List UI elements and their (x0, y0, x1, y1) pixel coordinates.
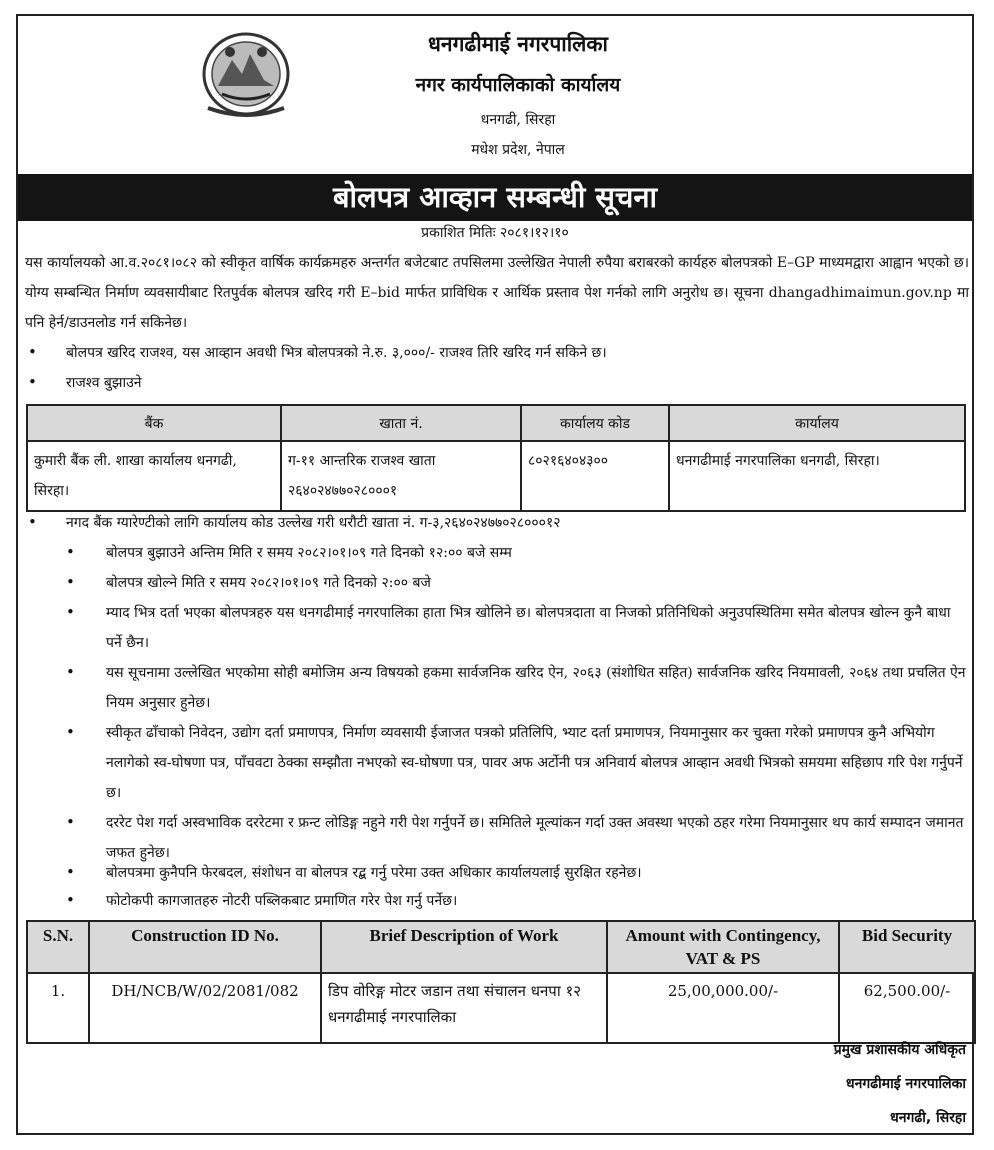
table-header: Amount with Contingency, VAT & PS (607, 921, 839, 973)
intro-paragraph: यस कार्यालयको आ.व.२०८१।०८२ को स्वीकृत वार्षिक कार्यक्रमहरु अन्तर्गत बजेटबाट तपसिलमा उल्लेखित नेपाली रुपैया बराबरको कार्यहरु बोलपत्रको E–GP माध्यमद्वारा आह्वान भएको छ। योग्य सम्बन्धित निर्माण व्यवसायीबाट रितपुर्वक बोलपत्र खरिद गरी E–bid मार्फत प्राविधिक र आर्थिक प्रस्ताव पेश गर्नको लागि अनुरोध छ। सूचना dhangadhimaimun.gov.np मा पनि हेर्न/डाउनलोड गर्न सकिनेछ। (25, 255, 969, 331)
list-item: फोटोकपी कागजातहरु नोटरी पब्लिकबाट प्रमाणित गरेर पेश गर्नु पर्नेछ। (106, 893, 458, 909)
table-header: Brief Description of Work (321, 921, 607, 973)
signatory-address: धनगढी, सिरहा (890, 1110, 966, 1126)
address-line-2: मधेश प्रदेश, नेपाल (471, 142, 565, 158)
bullet-icon: • (66, 723, 75, 741)
bullet-icon: • (66, 573, 75, 591)
table-row (27, 973, 975, 1043)
revenue-bullet: राजश्व बुझाउने (66, 375, 142, 391)
table-header: S.N. (27, 921, 89, 973)
table-header: बैंक (27, 405, 281, 441)
notice-frame (16, 14, 974, 1135)
list-item: दररेट पेश गर्दा अस्वभाविक दररेटमा र फ्रन्ट लोडिङ्ग नहुने गरी पेश गर्नुपर्ने छ। समितिले मूल्यांकन गर्दा उक्त अवस्था भएको ठहर गरेमा नियमानुसार थप कार्य सम्पादन जमानत जफत हुनेछ। (106, 815, 964, 861)
office-name: नगर कार्यपालिकाको कार्यालय (415, 74, 621, 96)
sn-cell: 1. (27, 973, 89, 1043)
bullet-icon: • (66, 863, 75, 881)
table-header: Construction ID No. (89, 921, 321, 973)
description-cell: डिप वोरिङ्ग मोटर जडान तथा संचालन धनपा १२ धनगढीमाई नगरपालिका (321, 973, 607, 1043)
bank-details-table (26, 404, 966, 512)
account-cell: ग-११ आन्तरिक राजश्व खाता २६४०२४७७०२८०००१ (281, 441, 521, 511)
list-item: म्याद भित्र दर्ता भएका बोलपत्रहरु यस धनगढीमाई नगरपालिका हाता भित्र खोलिने छ। बोलपत्रदाता वा निजको प्रतिनिधिको अनुउपस्थितिमा समेत बोलपत्र खोल्न कुनै बाधा पर्ने छैन। (106, 605, 951, 651)
published-date: प्रकाशित मितिः २०८१।१२।१० (421, 225, 569, 241)
list-item: बोलपत्रमा कुनैपनि फेरबदल, संशोधन वा बोलपत्र रद्ब गर्नु परेमा उक्त अधिकार कार्यालयलाई सुरक्षित रहनेछ। (106, 865, 642, 881)
table-header: कार्यालय कोड (521, 405, 669, 441)
list-item: स्वीकृत ढाँचाको निवेदन, उद्योग दर्ता प्रमाणपत्र, निर्माण व्यवसायी ईजाजत पत्रको प्रतिलिपि, भ्याट दर्ता प्रमाणपत्र, नियमानुसार कर चुक्ता गरेको प्रमाणपत्र कुनै अभियोग नलागेको स्व-घोषणा पत्र, पाँचवटा ठेक्का सम्झौता नभएको स्व-घोषणा पत्र, पावर अफ अर्टोनी पत्र अनिवार्य बोलपत्र आव्हान अवधी भित्रको समयमा सहिछाप गरि पेश गर्नुपर्ने छ। (106, 725, 963, 801)
table-row (27, 441, 965, 511)
bullet-icon: • (66, 603, 75, 621)
table-header-row (27, 405, 965, 441)
table-header: Bid Security (839, 921, 975, 973)
office-code-cell: ८०२१६४०४३०० (521, 441, 669, 511)
amount-cell: 25,00,000.00/- (607, 973, 839, 1043)
municipality-name: धनगढीमाई नगरपालिका (428, 32, 608, 56)
table-header: खाता नं. (281, 405, 521, 441)
letterhead (18, 16, 972, 174)
bank-cell: कुमारी बैंक ली. शाखा कार्यालय धनगढी, सिरहा। (27, 441, 281, 511)
list-item: बोलपत्र खोल्ने मिति र समय २०८२।०१।०९ गते दिनको २:०० बजे (106, 575, 431, 591)
bullet-icon: • (66, 813, 75, 831)
bullet-icon: • (28, 343, 37, 361)
works-table (26, 920, 976, 1044)
table-header: कार्यालय (669, 405, 965, 441)
notice-title: बोलपत्र आव्हान सम्बन्धी सूचना (18, 174, 972, 221)
bullet-icon: • (28, 373, 37, 391)
bullet-icon: • (28, 513, 37, 531)
government-emblem-icon (198, 24, 294, 122)
address-line-1: धनगढी, सिरहा (480, 112, 556, 128)
office-cell: धनगढीमाई नगरपालिका धनगढी, सिरहा। (669, 441, 965, 511)
bid-security-cell: 62,500.00/- (839, 973, 975, 1043)
signatory-org: धनगढीमाई नगरपालिका (846, 1076, 966, 1092)
bullet-icon: • (66, 891, 75, 909)
list-item: यस सूचनामा उल्लेखित भएकोमा सोही बमोजिम अन्य विषयको हकमा सार्वजनिक खरिद ऐन, २०६३ (संशोधित सहित) सार्वजनिक खरिद नियमावली, २०६४ तथा प्रचलित ऐन नियम अनुसार हुनेछ। (106, 665, 966, 711)
deposit-bullet: नगद बैंक ग्यारेण्टीको लागि कार्यालय कोड उल्लेख गरी धरौटी खाता नं. ग-३,२६४०२४७७०२८०००१२ (66, 515, 561, 531)
signatory-title: प्रमुख प्रशासकीय अधिकृत (833, 1042, 966, 1058)
bullet-icon: • (66, 663, 75, 681)
construction-id-cell: DH/NCB/W/02/2081/082 (89, 973, 321, 1043)
bullet-icon: • (66, 543, 75, 561)
fee-bullet: बोलपत्र खरिद राजश्व, यस आव्हान अवधी भित्र बोलपत्रको ने.रु. ३,०००/- राजश्व तिरि खरिद गर्न सकिने छ। (66, 345, 607, 361)
list-item: बोलपत्र बुझाउने अन्तिम मिति र समय २०८२।०१।०९ गते दिनको १२:०० बजे सम्म (106, 545, 512, 561)
table-header-row (27, 921, 975, 973)
